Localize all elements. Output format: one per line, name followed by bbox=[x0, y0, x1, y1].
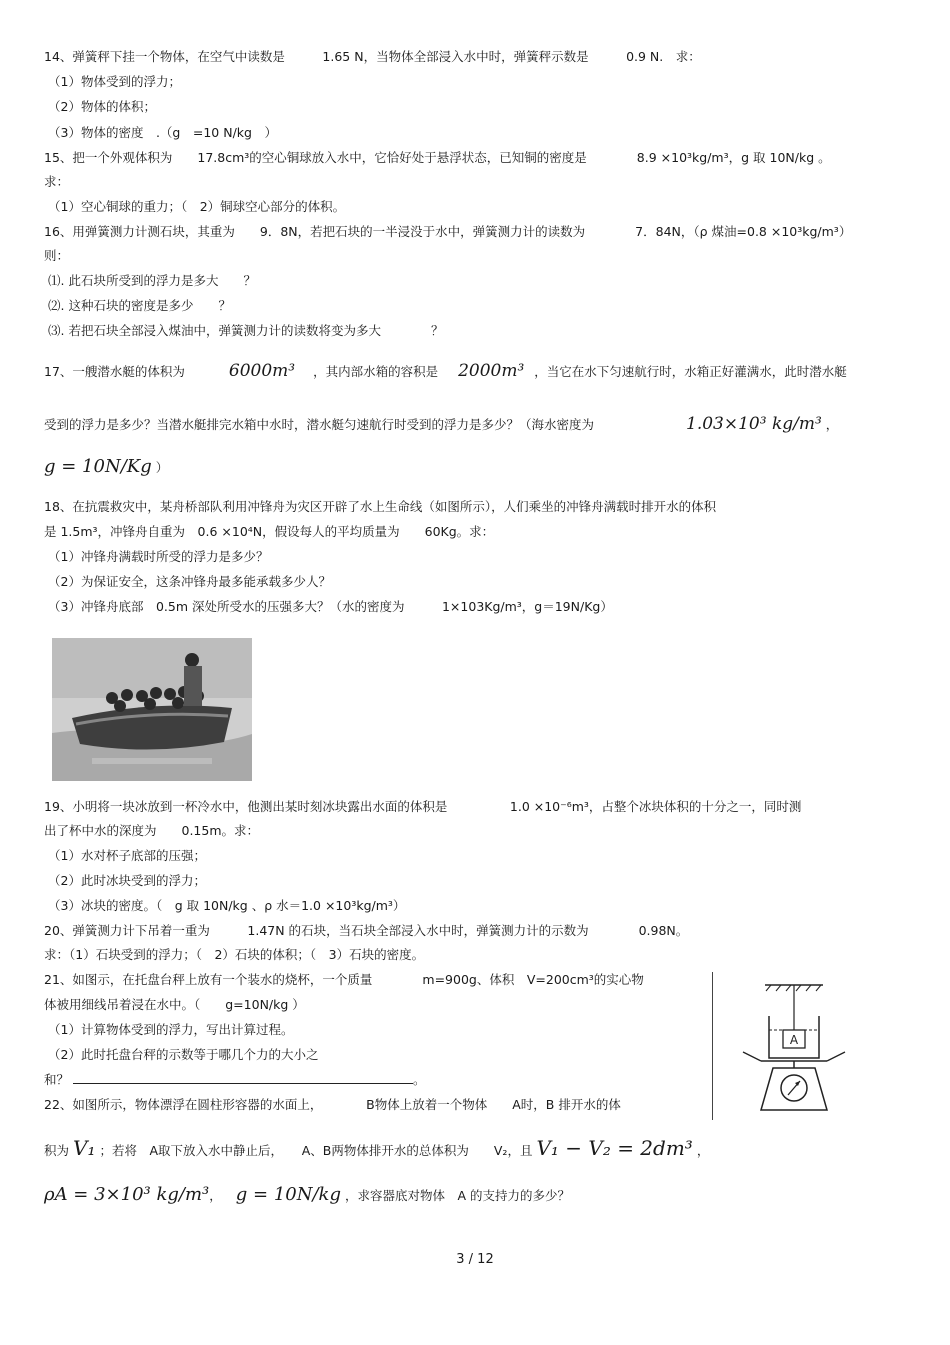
q22-text-1: 积为 bbox=[44, 1143, 70, 1158]
q16-part1: ⑴. 此石块所受到的浮力是多大 ？ bbox=[48, 273, 256, 288]
q16-stem: 16、用弹簧测力计测石块，其重为 9．8N，若把石块的一半浸没于水中，弹簧测力计的读数为 7．84N，（ρ 煤油=0.8 ×10³kg/m³） bbox=[44, 224, 852, 239]
q16-part3: ⑶. 若把石块全部浸入煤油中，弹簧测力计的读数将变为多大 ？ bbox=[48, 323, 444, 338]
q18-stem-2: 是 1.5m³，冲锋舟自重为 0.6 ×10⁴N，假设每人的平均质量为 60Kg。求： bbox=[44, 524, 495, 539]
q17-comma: ， bbox=[825, 417, 839, 432]
q14-stem: 14、弹簧秤下挂一个物体，在空气中读数是 1.65 N，当物体全部浸入水中时，弹簧秤示数是 0.9 N. 求： bbox=[44, 49, 701, 64]
q21-part2-cont bbox=[44, 1071, 426, 1089]
q21-part1: （1）计算物体受到的浮力，写出计算过程。 bbox=[48, 1022, 294, 1037]
q22-density-formula: ρA = 3×10³ kg/m³ bbox=[44, 1184, 210, 1205]
q16-then: 则： bbox=[44, 248, 70, 263]
q15-parts: （1）空心铜球的重力；（ 2）铜球空心部分的体积。 bbox=[48, 199, 346, 214]
q17-text-1: 17、一艘潜水艇的体积为 bbox=[44, 364, 185, 379]
q22-ask: ，求容器底对物体 A 的支持力的多少？ bbox=[344, 1188, 570, 1203]
q16-part2: ⑵. 这种石块的密度是多少 ？ bbox=[48, 298, 231, 313]
q22-text-2: ；若将 A取下放入水中静止后， A、B两物体排开水的总体积为 V₂，且 bbox=[99, 1143, 533, 1158]
q22-line2 bbox=[44, 1136, 710, 1160]
q18-part3: （3）冲锋舟底部 0.5m 深处所受水的压强多大？（水的密度为 1×103Kg/m³，g＝19N/Kg） bbox=[48, 599, 613, 614]
q19-part1: （1）水对杯子底部的压强； bbox=[48, 848, 206, 863]
q22-diff-formula: V₁ − V₂ = 2dm³ bbox=[536, 1136, 693, 1160]
q19-stem-2: 出了杯中水的深度为 0.15m。求： bbox=[44, 823, 260, 838]
q21-period: 。 bbox=[413, 1072, 426, 1087]
q19-stem: 19、小明将一块冰放到一杯冷水中，他测出某时刻冰块露出水面的体积是 1.0 ×10⁻⁶m³，占整个冰块体积的十分之一，同时测 bbox=[44, 799, 802, 814]
q17-close-paren: ） bbox=[155, 460, 169, 475]
q20-parts: 求：（1）石块受到的浮力；（ 2）石块的体积；（ 3）石块的密度。 bbox=[44, 947, 425, 962]
q15-stem: 15、把一个外观体积为 17.8cm³的空心铜球放入水中，它恰好处于悬浮状态，已知铜的密度是 8.9 ×10³kg/m³，g 取 10N/kg 。 bbox=[44, 150, 831, 165]
q21-and: 和？ bbox=[44, 1072, 70, 1087]
q21-part2: （2）此时托盘台秤的示数等于哪几个力的大小之 bbox=[48, 1047, 319, 1062]
q17-text-3: ，当它在水下匀速航行时，水箱正好灌满水，此时潜水艇 bbox=[534, 364, 847, 379]
q20-stem: 20、弹簧测力计下吊着一重为 1.47N 的石块，当石块全部浸入水中时，弹簧测力计的示数为 0.98N。 bbox=[44, 923, 689, 938]
q22-line3: ρA = 3×10³ kg/m³， g = 10N/kg ，求容器底对物体 A 的支持力的多少？ bbox=[44, 1184, 570, 1205]
scale-diagram bbox=[735, 982, 850, 1118]
q17-tank-formula: 2000m³ bbox=[458, 361, 525, 381]
q14-part3: （3）物体的密度 .（g =10 N/kg ） bbox=[48, 125, 277, 140]
q14-part1: （1）物体受到的浮力； bbox=[48, 74, 181, 89]
q22-v1-formula: V₁ bbox=[73, 1136, 96, 1160]
q17-volume-formula: 6000m³ bbox=[228, 361, 296, 381]
q17-stem bbox=[44, 362, 847, 381]
q15-ask: 求： bbox=[44, 174, 70, 189]
q18-part2: （2）为保证安全，这条冲锋舟最多能承载多少人？ bbox=[48, 574, 331, 589]
q17-g-formula: g = 10N/Kg bbox=[44, 456, 152, 477]
page-number: 3 / 12 bbox=[456, 1252, 494, 1267]
assault-boat-photo bbox=[52, 638, 252, 781]
q17-g-line bbox=[44, 458, 168, 477]
q22-comma: ， bbox=[696, 1143, 710, 1158]
q22-stem: 22、如图所示，物体漂浮在圆柱形容器的水面上， B物体上放着一个物体 A时，B 排开水的体 bbox=[44, 1097, 621, 1112]
answer-blank[interactable] bbox=[73, 1073, 413, 1084]
q21-stem: 21、如图示，在托盘台秤上放有一个装水的烧杯，一个质量 m=900g、体积 V=200cm³的实心物 bbox=[44, 972, 644, 987]
q18-stem: 18、在抗震救灾中，某舟桥部队利用冲锋舟为灾区开辟了水上生命线（如图所示），人们乘坐的冲锋舟满载时排开水的体积 bbox=[44, 499, 717, 514]
object-a-label: A bbox=[789, 1033, 799, 1047]
q22-g-formula: g = 10N/kg bbox=[235, 1184, 341, 1205]
q19-part2: （2）此时冰块受到的浮力； bbox=[48, 873, 206, 888]
q19-part3: （3）冰块的密度。（ g 取 10N/kg 、ρ 水＝1.0 ×10³kg/m³） bbox=[48, 898, 406, 913]
q17-density-formula: 1.03×10³ kg/m³ bbox=[686, 414, 822, 434]
q17-question-text: 受到的浮力是多少？当潜水艇排完水箱中水时，潜水艇匀速航行时受到的浮力是多少？（海水密度为 bbox=[44, 417, 595, 432]
q18-part1: （1）冲锋舟满载时所受的浮力是多少？ bbox=[48, 549, 269, 564]
q17-question bbox=[44, 415, 838, 434]
q14-part2: （2）物体的体积； bbox=[48, 99, 156, 114]
q17-text-2: ，其内部水箱的容积是 bbox=[313, 364, 439, 379]
figure-divider bbox=[712, 972, 713, 1120]
q21-stem-2: 体被用细线吊着浸在水中。（ g=10N/kg ） bbox=[44, 997, 305, 1012]
